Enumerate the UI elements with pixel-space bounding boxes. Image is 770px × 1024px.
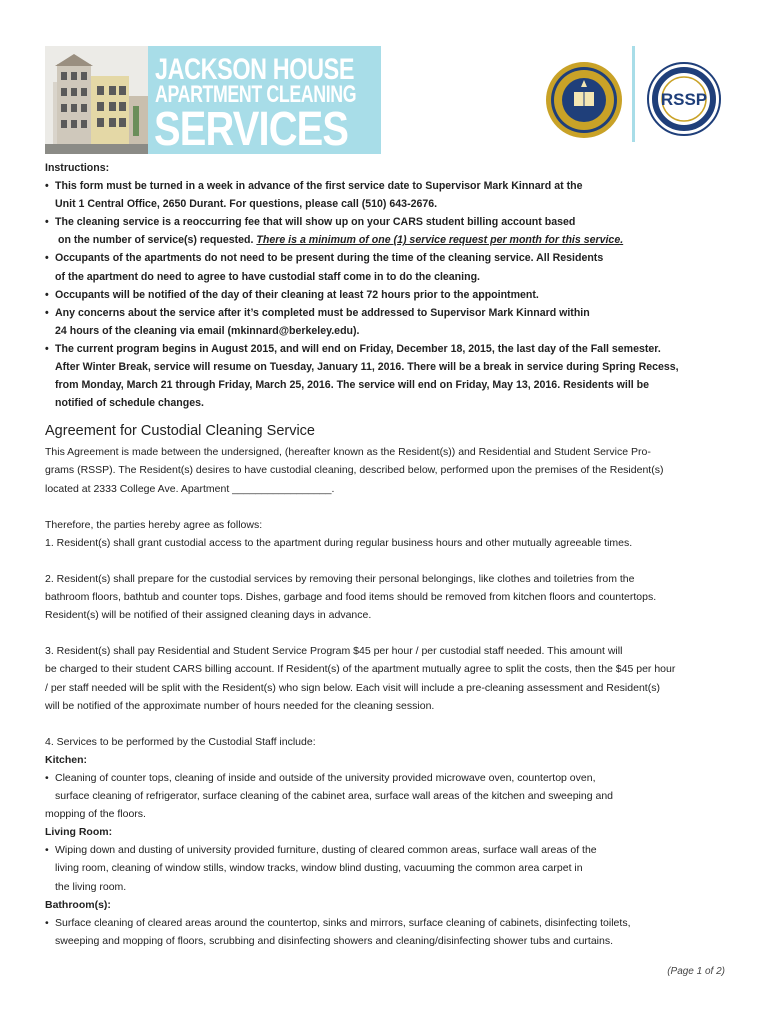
banner-line-2: APARTMENT CLEANING [155,81,357,108]
page-number: (Page 1 of 2) [667,966,725,977]
clause-3: 3. Resident(s) shall pay Residential and Student Service Program $45 per hour / per custodial staff needed. This amount will be charged to their student CARS billing account. If Resident(s) of the apartment mutually agree to split the costs, then the $45 per hour / per staff needed will be split with the Resident(s) who sign below. Each visit will include a pre-cleaning assessment and Resident(s) will be notified of the approximate number of hours needed for the cleaning session. [45,645,676,712]
list-item: • Cleaning of counter tops, cleaning of inside and outside of the university provided microwave oven, countertop oven, [45,769,735,787]
minimum-service-note: There is a minimum of one (1) service request per month for this service. [256,234,624,247]
rssp-mark: RSSP [660,90,708,109]
instruction-item: • Occupants will be notified of the day of their cleaning at least 72 hours prior to the appointment. [45,286,735,304]
therefore-line: Therefore, the parties hereby agree as follows: [45,518,263,531]
agreement-title: Agreement for Custodial Cleaning Service [45,423,315,440]
kitchen-services-cont: surface cleaning of refrigerator, surface cleaning of the cabinet area, surface wall areas of the kitchen and sweeping and [55,790,614,803]
instructions-list [45,177,735,412]
title-banner [148,46,381,154]
rssp-seal-logo [646,61,722,137]
banner-line-3: SERVICES [154,103,349,154]
living-room-heading: Living Room: [45,826,113,839]
header-divider [632,46,635,142]
clause-4: 4. Services to be performed by the Custodial Staff include: [45,735,316,748]
document-body [45,159,735,950]
instruction-item: • Occupants of the apartments do not need to be present during the time of the cleaning service. All Residents of the apartment do need to agree to have custodial staff come in to do the cleaning. [45,249,735,285]
header [45,46,745,154]
instruction-item: • The cleaning service is a reoccurring fee that will show up on your CARS student billing account based on the number of service(s) requested. There is a minimum of one (1) service request per month for this service. [45,213,735,249]
instruction-item: • This form must be turned in a week in advance of the first service date to Supervisor Mark Kinnard at the Unit 1 Central Office, 2650 Durant. For questions, please call (510) 643-2676. [45,177,735,213]
uc-seal-logo [544,60,624,140]
agreement-intro: This Agreement is made between the undersigned, (hereafter known as the Resident(s)) and Residential and Student Service Pro- grams (RSSP). The Resident(s) desires to have custodial cleaning, described below, performed upon the premises of the Resident(s) located at 2333 College Ave. Apartment _________________. [45,446,664,495]
kitchen-services-end: mopping of the floors. [45,808,146,821]
instructions-heading: Instructions: [45,162,110,174]
banner-line-1: JACKSON HOUSE [155,53,355,86]
bathroom-heading: Bathroom(s): [45,898,111,911]
list-item: • Surface cleaning of cleared areas around the countertop, sinks and mirrors, surface cleaning of cabinets, disinfecting toilets, sweeping and mopping of floors, scrubbing and disinfecting showers and cleaning/disinfecting shower tubs and curtains. [45,914,735,950]
building-photo [45,46,148,154]
living-room-services [45,841,735,895]
list-item: • Wiping down and dusting of university provided furniture, dusting of cleared common areas, surface wall areas of the living room, cleaning of window stills, window tracks, window blind dusting, vacuuming the common area carpet in the living room. [45,841,735,895]
kitchen-heading: Kitchen: [45,753,87,766]
email-link-text: 24 hours of the cleaning via email (mkinnard@berkeley.edu). [55,324,360,337]
apartment-blank: located at 2333 College Ave. Apartment _________________. [45,482,335,495]
instruction-item: • Any concerns about the service after it’s completed must be addressed to Supervisor Mark Kinnard within 24 hours of the cleaning via email (mkinnard@berkeley.edu). [45,304,735,340]
clause-1: 1. Resident(s) shall grant custodial access to the apartment during regular business hours and other mutually agreeable times. [45,536,633,549]
bathroom-services [45,914,735,950]
kitchen-services [45,769,735,787]
instruction-item: • The current program begins in August 2015, and will end on Friday, December 18, 2015, the last day of the Fall semester. After Winter Break, service will resume on Tuesday, January 11, 2016. There will be a break in service during Spring Recess, from Monday, March 21 through Friday, March 25, 2016. The service will end on Friday, May 13, 2016. Residents will be notified of schedule changes. [45,340,735,412]
clause-2: 2. Resident(s) shall prepare for the custodial services by removing their personal belongings, like clothes and toiletries from the bathroom floors, bathtub and counter tops. Dishes, garbage and food items should be removed from kitchen floors and countertops. Resident(s) will be notified of their assigned cleaning days in advance. [45,572,657,622]
